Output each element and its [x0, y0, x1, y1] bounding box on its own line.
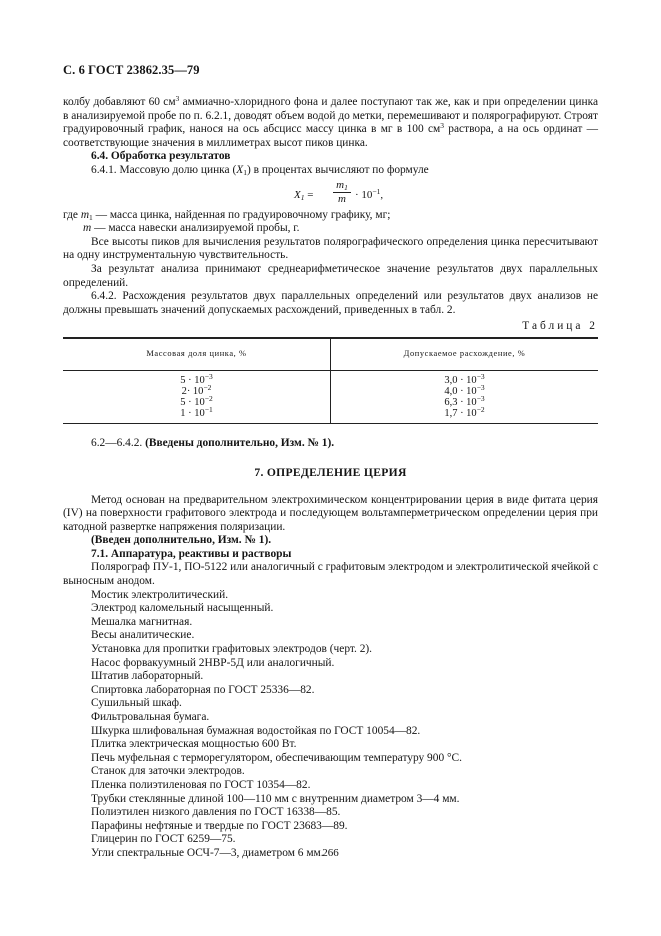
paragraph-6-4-2: 6.4.2. Расхождения результатов двух параллельных определений или результатов двух анализов не должны превышать значений допускаемых расхождений, приведенных в табл. 2.: [63, 290, 598, 316]
table-cell: [63, 370, 331, 386]
text-run: ) в процентах вычисляют по формуле: [246, 163, 429, 176]
equipment-list: [63, 561, 598, 860]
superscript: −3: [476, 393, 485, 403]
table-cell: [63, 393, 331, 408]
list-item: Трубки стеклянные длиной 100—110 мм с внутренним диаметром 3—4 мм.: [91, 792, 460, 805]
superscript: −2: [203, 382, 212, 392]
list-item: Глицерин по ГОСТ 6259—75.: [91, 833, 236, 846]
section-heading-7: 7. ОПРЕДЕЛЕНИЕ ЦЕРИЯ: [254, 465, 407, 479]
subscript: 1: [243, 167, 247, 177]
table-cell: [331, 393, 599, 408]
list-item: Мешалка магнитная.: [91, 615, 193, 628]
subscript: 1: [344, 182, 348, 192]
table-caption: Таблица 2: [522, 320, 598, 333]
list-item: Шкурка шлифовальная бумажная водостойкая по ГОСТ 10054—82.: [91, 724, 421, 737]
list-item: Плитка электрическая мощностью 600 Вт.: [91, 738, 297, 751]
subscript: 1: [300, 192, 305, 202]
variable: m: [83, 222, 92, 235]
page-body: [63, 96, 598, 861]
superscript: −2: [204, 393, 213, 403]
text-run: 6.4.1. Массовую долю цинка (: [91, 163, 237, 176]
list-item: Фильтровальная бумага.: [91, 711, 210, 723]
text-run: аммиачно-хлоридного фона и далее поступают так же, как и при определении цинка в анализируемой пробе по п. 6.2.1, доводят объем водой до метки, перемешивают и полярографируют. Строят градуировочный график, нанося на ось абсцисс массу цинка в мг в 100 см: [63, 96, 598, 136]
cell-value: 5 · 10: [180, 374, 205, 386]
column-header-allowed-difference: Допускаемое расхождение, %: [331, 338, 599, 370]
list-item: Печь муфельная с терморегулятором, обеспечивающим температуру 900 °С.: [91, 751, 462, 764]
cell-value: 4,0 · 10: [444, 385, 477, 397]
table-cell: [331, 370, 599, 386]
text-run: ,: [380, 188, 384, 201]
table-row: [63, 397, 598, 408]
text-run: где: [63, 208, 81, 221]
table-cell: [63, 382, 331, 397]
list-item: Станок для заточки электродов.: [91, 765, 245, 778]
text-run: — масса навески анализируемой пробы, г.: [91, 222, 300, 235]
subscript: 1: [89, 212, 93, 222]
column-header-mass-fraction: Массовая доля цинка, %: [63, 338, 331, 370]
table-row: [63, 408, 598, 424]
list-item: Сушильный шкаф.: [91, 697, 182, 710]
table-cell: [331, 405, 599, 424]
table-row: [63, 370, 598, 386]
list-item: Штатив лабораторный.: [91, 670, 204, 683]
superscript: 3: [440, 121, 444, 131]
page-number: 266: [322, 847, 339, 859]
text-run: раствора, а на ось ординат — соответствующие значения в миллиметрах высот пиков цинка.: [63, 123, 598, 149]
fraction-numerator: [333, 179, 351, 193]
list-item: Полярограф ПУ-1, ПО-5122 или аналогичный с графитовым электродом и электролитической ячейкой с выносным анодом.: [63, 561, 598, 588]
cell-value: 3,0 · 10: [444, 374, 477, 386]
fraction-denominator: m: [338, 192, 346, 205]
amendment-note-method: (Введен дополнительно, Изм. № 1).: [91, 534, 272, 547]
amendment-note-6-2: [63, 437, 598, 451]
cell-value: 6,3 · 10: [444, 396, 477, 408]
list-item: Насос форвакуумный 2НВР-5Д или аналогичный.: [91, 656, 335, 669]
table-header-row: [63, 338, 598, 370]
superscript: 3: [175, 94, 180, 103]
list-item: Парафины нефтяные и твердые по ГОСТ 23683—89.: [91, 819, 348, 832]
cell-value: 1,7 · 10: [444, 408, 477, 420]
table-2: [63, 337, 598, 424]
cell-value: 1 · 10: [180, 408, 205, 420]
list-item: Полиэтилен низкого давления по ГОСТ 16338—85.: [91, 806, 341, 819]
list-item: Пленка полиэтиленовая по ГОСТ 10354—82.: [91, 778, 311, 791]
cell-value: 2· 10: [181, 385, 204, 397]
list-item: Установка для пропитки графитовых электродов (черт. 2).: [91, 643, 373, 656]
variable: m: [336, 178, 345, 191]
formula-lhs: [294, 189, 313, 203]
superscript: −3: [476, 382, 485, 392]
variable: X: [236, 163, 244, 176]
paragraph-method: Метод основан на предварительном электрохимическом концентрировании церия в виде фитата церия (IV) на поверхности графитового электрода и последующем вольтамперметрическом определении церия при катодной развертке напряжения поляризации.: [63, 493, 598, 533]
text-run: колбу добавляют 60 см: [63, 96, 176, 108]
definition-m: [63, 222, 598, 236]
cell-value: 5 · 10: [180, 396, 205, 408]
subsection-heading-6-4: 6.4. Обработка результатов: [91, 150, 231, 163]
superscript: −1: [372, 186, 381, 196]
list-item: Угли спектральные ОСЧ-7—3, диаметром 6 мм.: [91, 846, 324, 859]
subsection-heading-7-1: 7.1. Аппаратура, реактивы и растворы: [91, 547, 292, 560]
superscript: −3: [476, 371, 485, 381]
text-run: 6.2—6.4.2.: [91, 437, 146, 450]
table-row: [63, 386, 598, 397]
list-item: Мостик электролитический.: [91, 588, 229, 601]
variable: m: [80, 208, 90, 221]
table-cell: [63, 405, 331, 424]
list-item: Спиртовка лабораторная по ГОСТ 25336—82.: [91, 683, 315, 696]
list-item: Весы аналитические.: [91, 629, 195, 642]
superscript: −1: [204, 405, 213, 415]
formula-rhs: [355, 186, 384, 203]
equals-sign: =: [304, 188, 314, 201]
formula: [63, 179, 598, 209]
text-run: — масса цинка, найденная по градуировочному графику, мг;: [92, 208, 391, 221]
paragraph-intro: [63, 96, 598, 150]
paragraph-peak-heights: Все высоты пиков для вычисления результатов полярографического определения цинка пересчитывают на одну инструментальную чувствительность.: [63, 235, 598, 262]
formula-fraction: [333, 179, 351, 206]
list-item: Электрод каломельный насыщенный.: [91, 602, 274, 615]
paragraph-result: За результат анализа принимают среднеарифметическое значение результатов двух параллельных определений.: [63, 262, 598, 289]
text-run: · 10: [355, 188, 373, 201]
superscript: −3: [204, 371, 213, 381]
running-header: С. 6 ГОСТ 23862.35—79: [63, 63, 200, 77]
variable: X: [294, 188, 301, 201]
paragraph-6-4-1: [63, 164, 598, 178]
text-run-bold: (Введены дополнительно, Изм. № 1).: [145, 437, 335, 450]
table-cell: [331, 382, 599, 397]
superscript: −2: [476, 405, 485, 415]
definition-m1: [63, 209, 598, 223]
